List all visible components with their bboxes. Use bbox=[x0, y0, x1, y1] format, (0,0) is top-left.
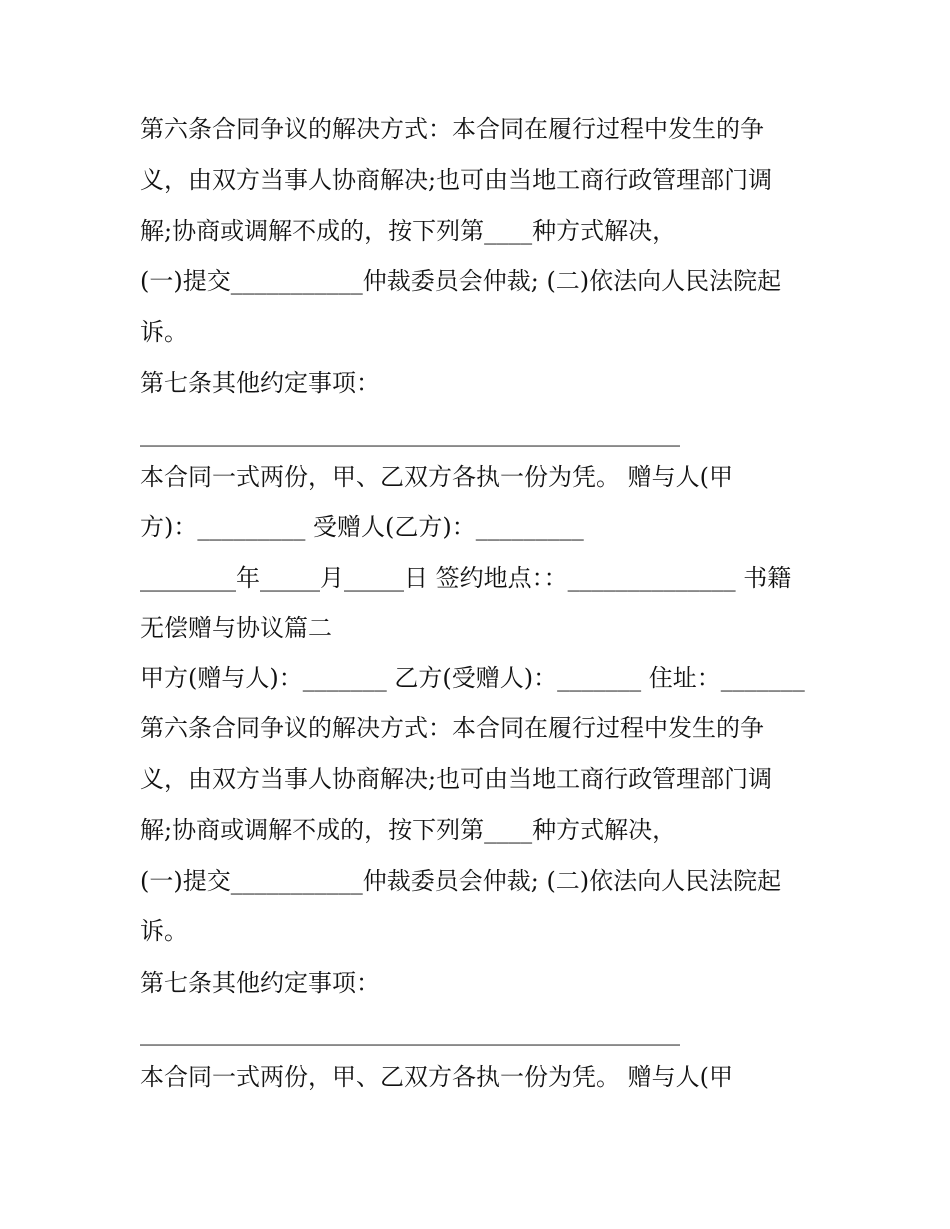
text-line: (一)提交___________仲裁委员会仲裁; (二)依法向人民法院起 bbox=[140, 867, 782, 895]
text-line: 第六条合同争议的解决方式：本合同在履行过程中发生的争 bbox=[140, 115, 764, 143]
text-line: 方)：_________ 受赠人(乙方)：_________ bbox=[140, 513, 584, 541]
text-line: 解;协商或调解不成的，按下列第____种方式解决， bbox=[140, 217, 677, 245]
text-line: 诉。 bbox=[140, 318, 188, 346]
signature-blank-line: _____________________________________________ bbox=[140, 419, 680, 447]
text-line: 第七条其他约定事项： bbox=[140, 369, 380, 397]
signature-blank-line: _____________________________________________ bbox=[140, 1018, 680, 1046]
text-line: 义，由双方当事人协商解决;也可由当地工商行政管理部门调 bbox=[140, 166, 773, 194]
text-line: 义，由双方当事人协商解决;也可由当地工商行政管理部门调 bbox=[140, 765, 773, 793]
section-title: 无偿赠与协议篇二 bbox=[140, 614, 332, 642]
text-line: ________年_____月_____日 签约地点：：______________ 书籍 bbox=[140, 564, 792, 592]
text-line: 诉。 bbox=[140, 917, 188, 945]
text-line: 甲方(赠与人)：_______ 乙方(受赠人)：_______ 住址：_______ bbox=[140, 664, 805, 692]
text-line: 第六条合同争议的解决方式：本合同在履行过程中发生的争 bbox=[140, 714, 764, 742]
text-line: 解;协商或调解不成的，按下列第____种方式解决， bbox=[140, 816, 677, 844]
text-line: 第七条其他约定事项： bbox=[140, 969, 380, 997]
text-line: 本合同一式两份，甲、乙双方各执一份为凭。 赠与人(甲 bbox=[140, 463, 733, 491]
text-line: (一)提交___________仲裁委员会仲裁; (二)依法向人民法院起 bbox=[140, 267, 782, 295]
text-line: 本合同一式两份，甲、乙双方各执一份为凭。 赠与人(甲 bbox=[140, 1063, 733, 1091]
